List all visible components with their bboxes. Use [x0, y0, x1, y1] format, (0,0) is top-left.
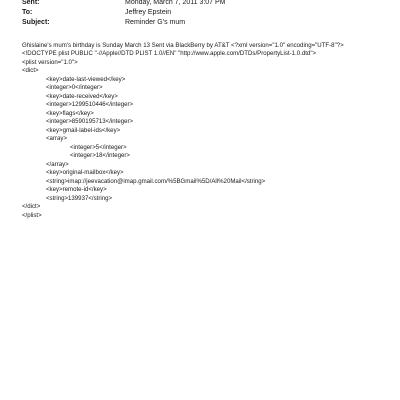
- body-line: <integer>5</integer>: [70, 144, 127, 151]
- to-label: To:: [22, 9, 33, 16]
- body-line: <integer>18</integer>: [70, 152, 130, 159]
- body-line: <key>remote-id</key>: [46, 186, 107, 193]
- body-line: <integer>0</integer>: [46, 84, 103, 91]
- sent-value: Monday, March 7, 2011 3:07 PM: [125, 0, 226, 6]
- body-line: <array>: [46, 135, 68, 142]
- body-line: <integer>8590195713</integer>: [46, 118, 134, 125]
- body-line: <key>gmail-label-ids</key>: [46, 127, 121, 134]
- sent-label: Sent:: [22, 0, 40, 6]
- body-line: <string>139937</string>: [46, 195, 113, 202]
- body-line: <key>flags</key>: [46, 110, 94, 117]
- to-value: Jeffrey Epstein: [125, 9, 172, 16]
- body-line: <dict>: [22, 67, 39, 74]
- body-line: </array>: [46, 161, 69, 168]
- body-line: <key>original-mailbox</key>: [46, 169, 124, 176]
- body-line: <plist version="1.0">: [22, 59, 78, 66]
- body-line: </dict>: [22, 203, 41, 210]
- body-line: <key>date-last-viewed</key>: [46, 76, 126, 83]
- body-line: Ghislaine's mum's birthday is Sunday March 13 Sent via BlackBerry by AT&T <?xml version="1.0" encoding="UTF-8"?>: [22, 42, 344, 49]
- body-line: </plist>: [22, 212, 42, 219]
- body-line: <string>imap://jeevacation@imap.gmail.com/%5BGmail%5D/All%20Mail</string>: [46, 178, 266, 185]
- subject-value: Reminder G's mum: [125, 19, 186, 26]
- body-line: <!DOCTYPE plist PUBLIC "-//Apple//DTD PLIST 1.0//EN" "http://www.apple.com/DTDs/PropertyList-1.0.dtd">: [22, 50, 317, 57]
- subject-label: Subject:: [22, 19, 50, 26]
- body-line: <key>date-received</key>: [46, 93, 118, 100]
- body-line: <integer>1299510446</integer>: [46, 101, 134, 108]
